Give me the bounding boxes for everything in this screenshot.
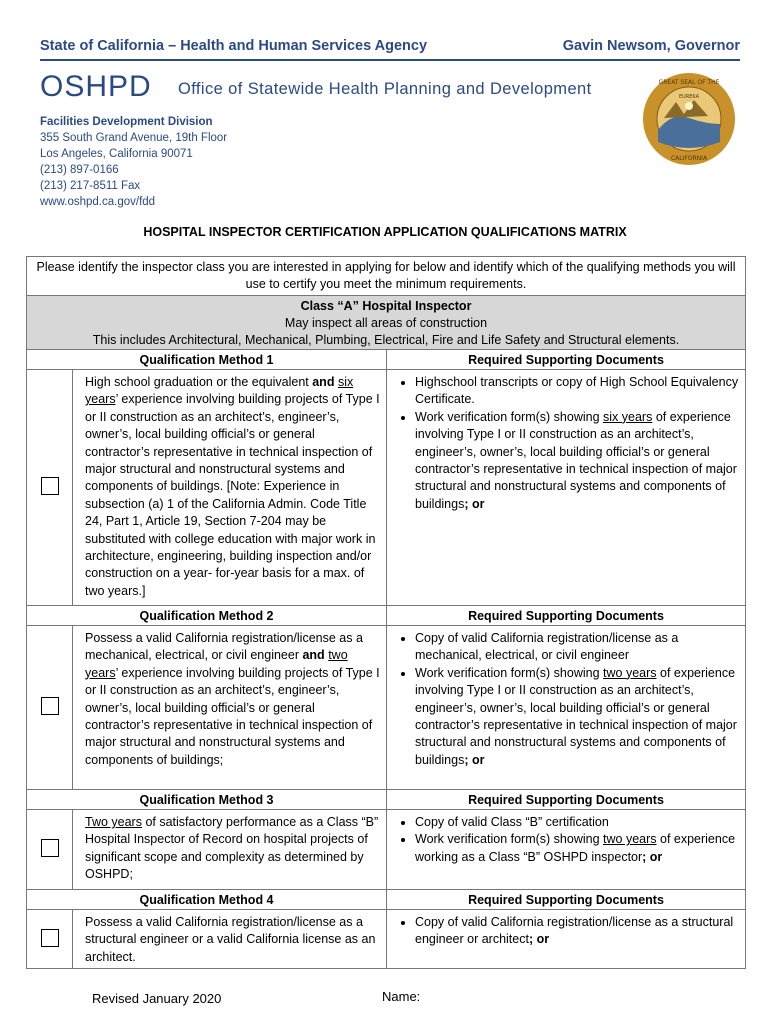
method-4-documents (387, 910, 746, 969)
oshpd-logo: OSHPD (40, 70, 152, 103)
class-includes: This includes Architectural, Mechanical, Plumbing, Electrical, Fire and Life Safety and Structural elements. (92, 333, 680, 347)
seal-text: GREAT SEAL OF THE (658, 79, 720, 86)
seal-text: CALIFORNIA (670, 155, 708, 162)
class-scope: May inspect all areas of construction (284, 316, 488, 330)
qualifications-matrix (26, 256, 746, 969)
address-block (40, 114, 227, 210)
method-2-title: Qualification Method 2 (27, 606, 387, 626)
letterhead-bar (40, 38, 740, 58)
address-line: 355 South Grand Avenue, 19th Floor (40, 132, 228, 144)
method-1-title: Qualification Method 1 (27, 350, 387, 370)
phone-line: (213) 897-0166 (40, 164, 119, 176)
method-3-checkbox[interactable] (41, 839, 59, 857)
division-name: Facilities Development Division (40, 116, 213, 128)
revision-date: Revised January 2020 (92, 991, 222, 1006)
class-title: Class “A” Hospital Inspector (300, 299, 472, 313)
method-3-checkbox-cell (27, 810, 73, 890)
method-3-documents (387, 810, 746, 890)
list-item: • Work verification form(s) showing two years of experience involving Type I or II construction as an architect’s, engineer’s, owner’s, local building official’s or general contractor’s representative in technical inspection of major structural and nonstructural systems and components of buildings; or (415, 665, 743, 769)
agency-name: State of California – Health and Human Services Agency (40, 38, 428, 54)
docs-header: Required Supporting Documents (387, 890, 746, 910)
method-1-requirements: High school graduation or the equivalent and six years’ experience involving building projects of Type I or II construction as an architect’s, engineer’s, owner’s, local building official’s or general contractor’s representative in technical inspection of major structural and nonstructural systems and components of buildings. [Note: Experience in subsection (a) 1 of the California Admin. Code Title 24, Part 1, Article 19, Section 7-204 may be substituted with college education with major work in architecture, engineering, building inspection and/or construction on a year- for-year basis for a max. of two years.] (73, 370, 387, 606)
page-title: HOSPITAL INSPECTOR CERTIFICATION APPLICATION QUALIFICATIONS MATRIX (143, 225, 627, 239)
seal-motto: EUREKA (678, 94, 700, 100)
name-label: Name: (382, 989, 421, 1004)
method-4-checkbox-cell (27, 910, 73, 969)
list-item: • Copy of valid Class “B” certification (415, 814, 743, 831)
address-line: Los Angeles, California 90071 (40, 148, 193, 160)
list-item: • Work verification form(s) showing six years of experience involving Type I or II construction as an architect’s, engineer’s, owner’s, local building official’s or general contractor’s representative in technical inspection of major structural and nonstructural systems and components of buildings; or (415, 409, 743, 513)
method-2-requirements: Possess a valid California registration/license as a mechanical, electrical, or civil engineer and two years’ experience involving building projects of Type I or II construction as an architect’s, engineer’s, owner’s, local building official’s or general contractor’s representative in technical inspection of major structural and nonstructural systems and components of buildings; (73, 626, 387, 790)
method-2-checkbox[interactable] (41, 697, 59, 715)
docs-header: Required Supporting Documents (387, 606, 746, 626)
fax-line: (213) 217-8511 Fax (40, 180, 141, 192)
method-4-title: Qualification Method 4 (27, 890, 387, 910)
letterhead-rule (40, 59, 740, 61)
office-name: Office of Statewide Health Planning and Development (178, 80, 592, 98)
method-2-documents (387, 626, 746, 790)
method-1-checkbox[interactable] (41, 477, 59, 495)
state-seal-icon (642, 72, 736, 166)
method-4-checkbox[interactable] (41, 929, 59, 947)
list-item: • Highschool transcripts or copy of High School Equivalency Certificate. (415, 374, 743, 409)
docs-header: Required Supporting Documents (387, 790, 746, 810)
list-item: • Work verification form(s) showing two years of experience working as a Class “B” OSHPD inspector; or (415, 831, 743, 866)
method-3-requirements: Two years of satisfactory performance as a Class “B” Hospital Inspector of Record on hospital projects of significant scope and complexity as determined by OSHPD; (73, 810, 387, 890)
list-item: • Copy of valid California registration/license as a mechanical, electrical, or civil engineer (415, 630, 743, 665)
docs-header: Required Supporting Documents (387, 350, 746, 370)
method-1-checkbox-cell (27, 370, 73, 606)
method-2-checkbox-cell (27, 626, 73, 790)
list-item: • Copy of valid California registration/license as a structural engineer or architect; or (415, 914, 743, 949)
method-4-requirements: Possess a valid California registration/license as a structural engineer or a valid California license as an architect. (73, 910, 387, 969)
website-line: www.oshpd.ca.gov/fdd (40, 196, 156, 208)
method-3-title: Qualification Method 3 (27, 790, 387, 810)
class-a-section (27, 296, 746, 350)
method-1-documents (387, 370, 746, 606)
governor-name: Gavin Newsom, Governor (562, 38, 740, 54)
intro-text: Please identify the inspector class you are interested in applying for below and identify which of the qualifying methods you will use to certify you meet the minimum requirements. (27, 257, 746, 296)
